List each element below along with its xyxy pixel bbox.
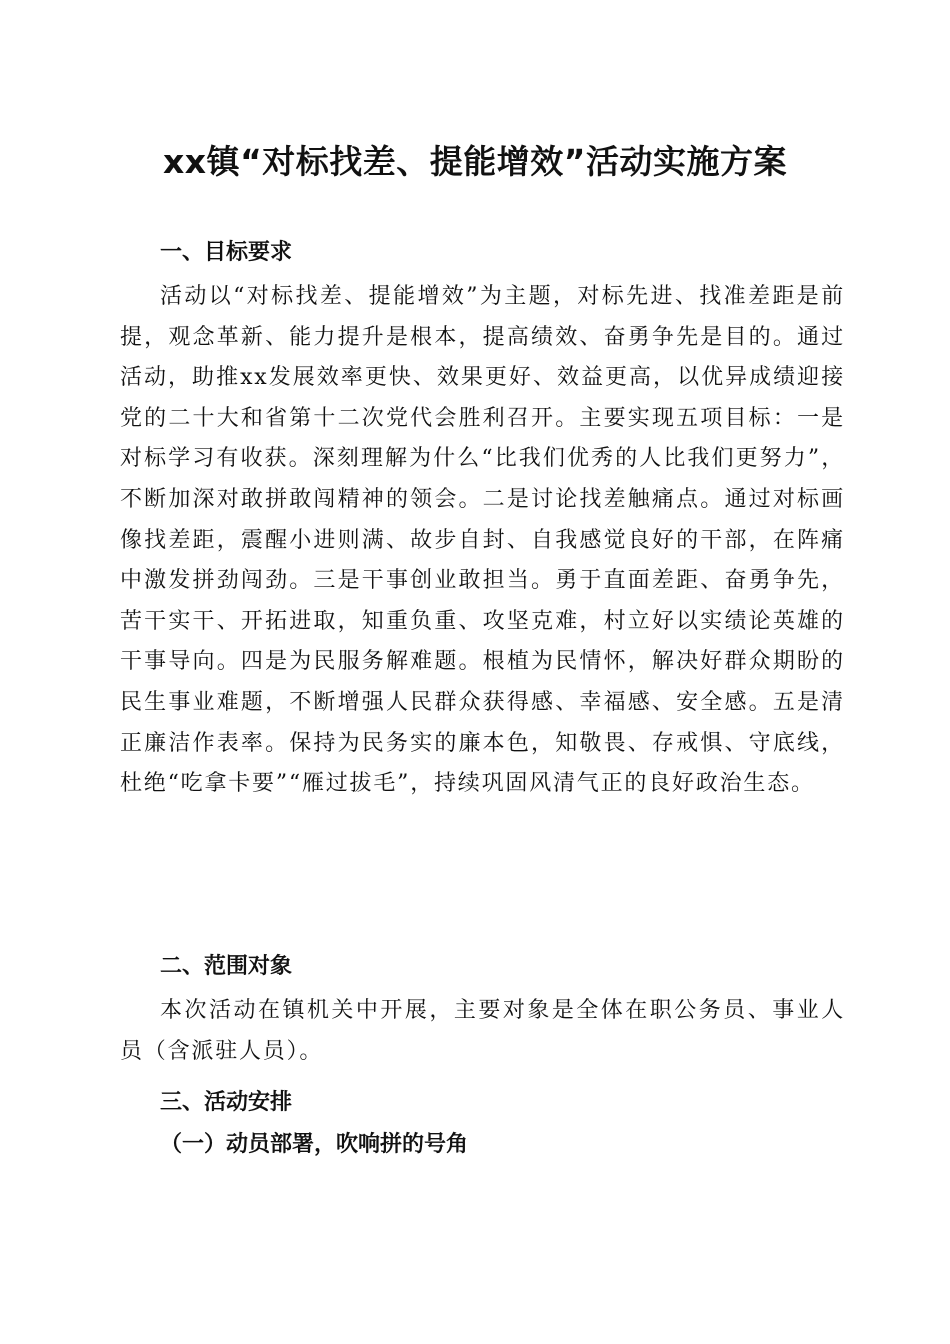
subsection-heading-mobilization: （一）动员部署，吹响拼的号角 (160, 1131, 469, 1157)
document-title: xx镇“对标找差、提能增效”活动实施方案 (163, 142, 787, 181)
section-paragraph-goals: 活动以“对标找差、提能增效”为主题，对标先进、找准差距是前提，观念革新、能力提升是根本，提高绩效、奋勇争先是目的。通过活动，助推xx发展效率更快、效果更好、效益更高，以优异成绩迎接党的二十大和省第十二次党代会胜利召开。主要实现五项目标：一是对标学习有收获。深刻理解为什么“比我们优秀的人比我们更努力”，不断加深对敢拼敢闯精神的领会。二是讨论找差触痛点。通过对标画像找差距，震醒小进则满、故步自封、自我感觉良好的干部，在阵痛中激发拼劲闯劲。三是干事创业敢担当。勇于直面差距、奋勇争先，苦干实干、开拓进取，知重负重、攻坚克难，村立好以实绩论英雄的干事导向。四是为民服务解难题。根植为民情怀，解决好群众期盼的民生事业难题，不断增强人民群众获得感、幸福感、安全感。五是清正廉洁作表率。保持为民务实的廉本色，知敬畏、存戒惧、守底线，杜绝“吃拿卡要”“雁过拔毛”，持续巩固风清气正的良好政治生态。 (120, 284, 845, 797)
section-heading-goals: 一、目标要求 (160, 240, 293, 265)
section-paragraph-scope: 本次活动在镇机关中开展，主要对象是全体在职公务员、事业人员（含派驻人员）。 (120, 998, 845, 1064)
section-heading-scope: 二、范围对象 (160, 954, 293, 979)
section-heading-arrangement: 三、活动安排 (160, 1090, 293, 1115)
